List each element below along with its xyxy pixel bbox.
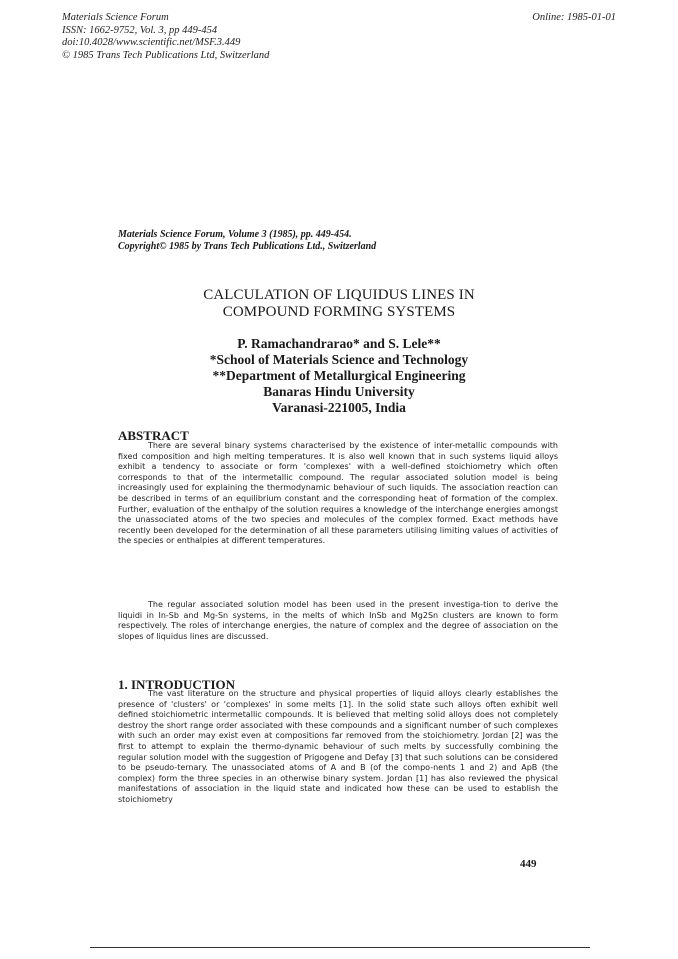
online-date: Online: 1985-01-01 <box>532 12 616 23</box>
introduction-heading: 1. INTRODUCTION <box>118 677 236 692</box>
citation-copyright: Copyright© 1985 by Trans Tech Publications Ltd., Switzerland <box>118 241 377 252</box>
title-line-1: CALCULATION OF LIQUIDUS LINES IN <box>203 287 475 303</box>
journal-name: Materials Science Forum <box>62 12 169 23</box>
abstract-heading: ABSTRACT <box>118 428 189 443</box>
issn-line: ISSN: 1662-9752, Vol. 3, pp 449-454 <box>62 24 218 36</box>
doi-line[interactable]: doi:10.4028/www.scientific.net/MSF.3.449 <box>62 37 241 48</box>
abstract-paragraph-2 <box>118 600 558 642</box>
author-names: P. Ramachandrarao* and S. Lele** <box>237 336 441 351</box>
citation-block <box>118 229 376 253</box>
abstract-paragraph-1 <box>118 441 558 547</box>
affiliation-3: Banaras Hindu University <box>263 384 415 399</box>
page-number: 449 <box>520 858 537 870</box>
title-line-2: COMPOUND FORMING SYSTEMS <box>222 304 456 320</box>
affiliation-1: *School of Materials Science and Technology <box>209 352 469 367</box>
footer-divider <box>90 947 590 948</box>
affiliation-2: **Department of Metallurgical Engineering <box>212 368 466 383</box>
author-block <box>118 336 560 416</box>
abstract-text-2: The regular associated solution model has been used in the present investiga-tion to derive the liquidi in In-Sb and Mg-Sn systems, in the melts of which InSb and Mg2Sn clusters are known to form respectively. The roles of interchange energies, the nature of complex and the degree of association on the slopes of liquidus lines are discussed. <box>118 600 558 641</box>
paper-title <box>118 287 560 321</box>
journal-header <box>62 12 269 62</box>
citation-line: Materials Science Forum, Volume 3 (1985), pp. 449-454. <box>118 229 352 240</box>
introduction-text: The vast literature on the structure and physical properties of liquid alloys clearly establishes the presence of 'clusters' or 'complexes' in some melts [1]. In the solid state such alloys often exhibit well defined stoichiometric intermetallic compounds. It is believed that melting solid alloys does not completely destroy the short range order associated with these compounds and a significant number of such complexes with such an order may exist even at compositions far removed from the stoichiometry. Jordan [2] was the first to attempt to explain the thermo-dynamic behaviour of such melts by successfully combining the regular solution model with the suggestion of Prigogene and Defay [3] that such solutions can be considered to be pseudo-ternary. The unassociated atoms of A and B (of the compo-nents 1 and 2) and ApB (the complex) form the three species in an otherwise binary system. Jordan [1] has also reviewed the physical manifestations of association in the liquid state and indicated how these can be used to establish the stoichiometry <box>118 689 558 804</box>
affiliation-4: Varanasi-221005, India <box>272 400 406 415</box>
copyright-line: © 1985 Trans Tech Publications Ltd, Switzerland <box>62 49 270 61</box>
introduction-paragraph <box>118 689 558 806</box>
abstract-text-1: There are several binary systems characterised by the existence of inter-metallic compounds with fixed composition and high melting temperatures. It is also well known that in such systems liquid alloys exhibit a tendency to associate or form 'complexes' with a well-defined stoichiometry which often corresponds to that of the intermetallic compound. The regular associated solution model is being increasingly used for explaining the thermodynamic behaviour of such liquids. The association reaction can be described in terms of an equilibrium constant and the corresponding heat of formation of the complex. Further, evaluation of the enthalpy of the solution requires a knowledge of the interchange energies amongst the unassociated atoms of the two species and molecules of the complex formed. Exact methods have recently been developed for the determination of all these parameters utilising limiting values of activities of the species or enthalpies at different temperatures. <box>118 441 558 546</box>
